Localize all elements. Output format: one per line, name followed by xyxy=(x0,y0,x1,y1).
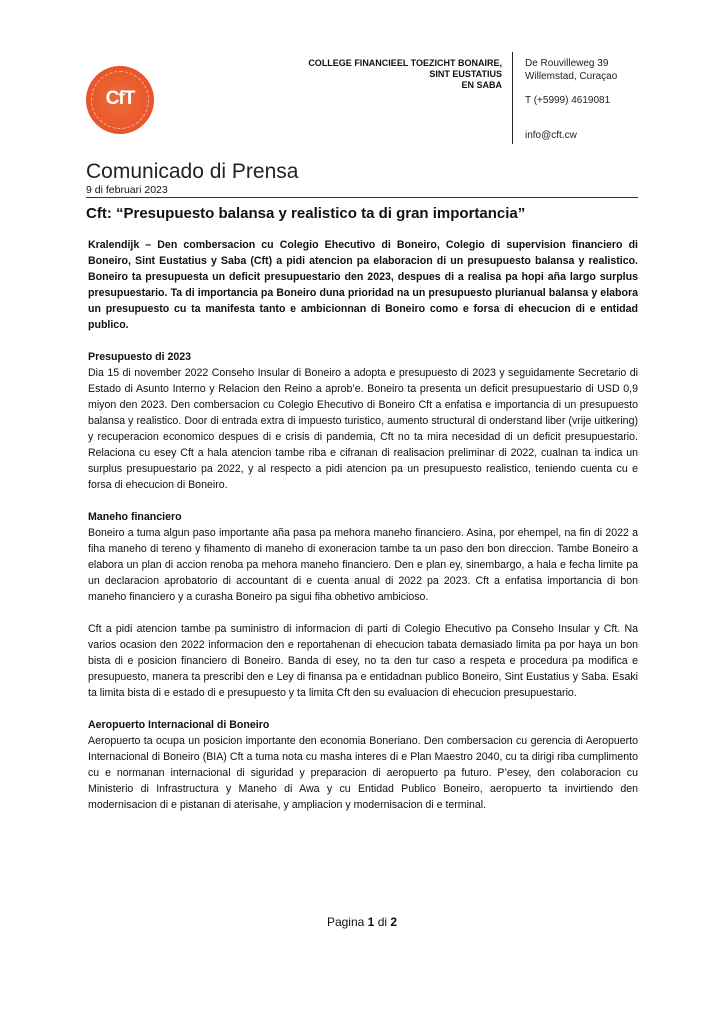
section-text-financial-management-2: Cft a pidi atencion tambe pa suministro di informacion di parti di Colegio Ehecutivo pa Conseho Insular y Cft. Na varios ocasion den 2022 informacion den e reportahenan di ehecucion tabata demasiado limita pa por haya un bon bista di e posicion financiero di Boneiro. Banda di esey, no ta den tur caso a respeta e procedura pa modifica e presupuesto, manera ta prescribi den e Ley di finansa pa e entidadnan publico Boneiro, Sint Eustatius y Saba. Esaki ta limita bista di e estado di e presupuesto y ta limita Cft den su evaluacion di ehecucion presupuestario. xyxy=(88,623,638,699)
article-title: Cft: “Presupuesto balansa y realistico ta di gran importancia” xyxy=(86,205,526,222)
lead-paragraph: Kralendijk – Den combersacion cu Colegio Ehecutivo di Boneiro, Colegio di supervision financiero di Boneiro, Sint Eustatius y Saba (Cft) a pidi atencion pa elaboracion di un presupuesto balansa y realistico. Boneiro ta presupuesta un deficit presupuestario den 2023, despues di a realisa pa hopi aña largo surplus presupuestario. Ta di importancia pa Boneiro duna prioridad na un presupuesto plurianual balansa y elabora un presupuesto cu ta manifesta tanto e ambicionnan di Boneiro como e forsa di ehecucion di e entidad publico. xyxy=(88,239,638,331)
org-line-1: COLLEGE FINANCIEEL TOEZICHT BONAIRE, xyxy=(308,58,502,68)
address-line-1: De Rouvilleweg 39 xyxy=(525,58,609,69)
email-link[interactable]: info@cft.cw xyxy=(525,129,577,141)
total-pages: 2 xyxy=(390,915,398,929)
page-footer xyxy=(0,915,724,929)
release-date: 9 di februari 2023 xyxy=(86,184,168,196)
section-heading-airport: Aeropuerto Internacional di Boneiro xyxy=(88,719,270,731)
phone-number: T (+5999) 4619081 xyxy=(525,95,611,106)
section-heading-budget: Presupuesto di 2023 xyxy=(88,351,192,363)
current-page: 1 xyxy=(367,915,375,929)
article-body xyxy=(88,237,638,813)
address-line-2: Willemstad, Curaçao xyxy=(525,70,618,82)
of-word: di xyxy=(377,915,388,929)
section-text-budget: Dia 15 di november 2022 Conseho Insular di Boneiro a adopta e presupuesto di 2023 y seguidamente Secretario di Estado di Asunto Interno y Relacion den Reino a aprob’e. Boneiro ta presenta un deficit presupuestario di USD 0,9 miyon den 2023. Den combersacion cu Colegio Ehecutivo di Boneiro Cft a enfatisa e importancia di un presupuesto balansa y realistico. Door di entrada extra di impuesto turistico, aumento structural di onderstand liber (vrije uitkering) y recuperacion economico despues di e crisis di pandemia, Cft no ta mira necesidad di un deficit presupuestario. Relaciona cu esey Cft a hala atencion tambe riba e cifranan di realisacion preliminar di 2022, cualnan ta indica un surplus presupuestario pa 2022, y al respecto a pidi atencion pa un presupuesto realistico, teniendo cuenta cu e forsa di ehecucion di Boneiro. xyxy=(88,367,638,491)
cft-logo xyxy=(86,66,154,134)
section-heading-financial-management: Maneho financiero xyxy=(88,511,182,523)
org-line-2: SINT EUSTATIUS xyxy=(429,69,502,79)
press-release-heading: Comunicado di Prensa xyxy=(86,160,299,183)
heading-rule xyxy=(86,197,638,198)
contact-block xyxy=(525,58,617,142)
organization-name xyxy=(308,58,502,91)
org-line-3: EN SABA xyxy=(461,80,502,90)
section-text-airport: Aeropuerto ta ocupa un posicion importante den economia Boneriano. Den combersacion cu gerencia di Aeropuerto Internacional di Boneiro (BIA) Cft a tuma nota cu masha interes di e Plan Maestro 2040, cu ta dirigi riba cumplimento cu e normanan internacional di siguridad y preparacion di aeropuerto pa futuro. P’esey, den colaboracion cu Ministerio di Infrastructura y Maneho di Awa y cu Entidad Publico Boneiro, aeropuerto ta invirtiendo den modernisacion di e pistanan di aterisahe, y ampliacion y modernisacion di e terminal. xyxy=(88,735,638,811)
section-text-financial-management: Boneiro a tuma algun paso importante aña pasa pa mehora maneho financiero. Asina, por ehempel, na fin di 2022 a fiha maneho di tereno y fihamento di maneho di exoneracion tambe ta un paso den bon direccion. Tambe Boneiro a elabora un plan di accion renoba pa mehora maneho financiero. Den e plan ey, sinembargo, a hala e fecha limite pa un declaracion aprobatorio di accountant di e cuenta anual di 2022 pa 2023. Cft a enfatisa importancia di bon maneho financiero y a curasha Boneiro pa sigui fiha obhetivo ambicioso. xyxy=(88,527,638,603)
page-word: Pagina xyxy=(326,915,365,929)
logo-mark: CfT xyxy=(105,88,135,109)
header-divider xyxy=(512,52,513,144)
